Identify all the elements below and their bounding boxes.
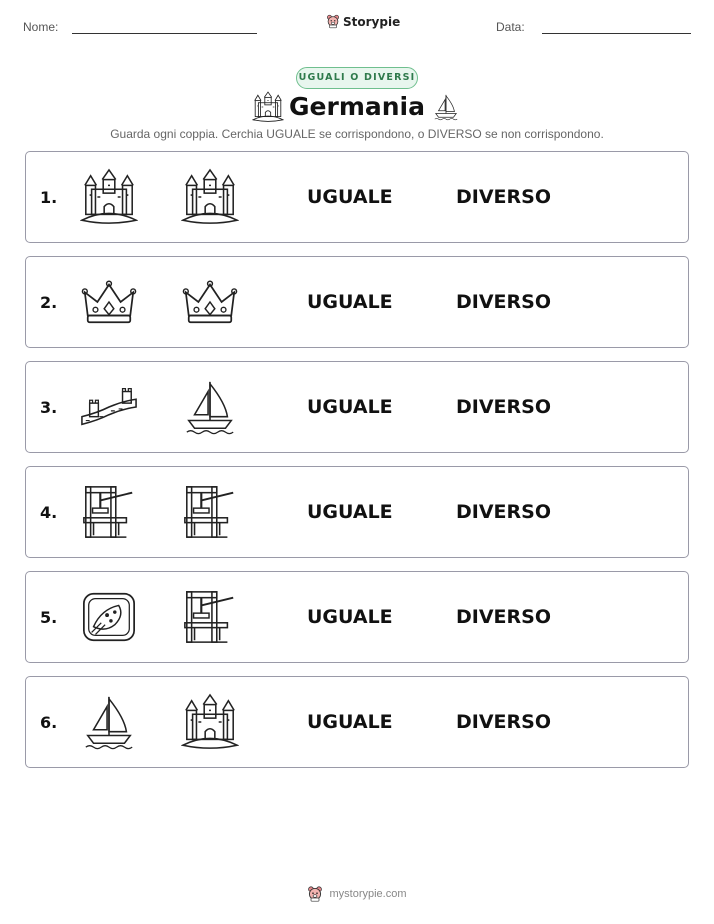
name-field[interactable] [72,33,257,34]
printing-press-icon [80,483,138,541]
page-title: Germania [289,92,425,121]
question-number: 4. [40,503,58,522]
question-row-1 [25,151,689,243]
date-label: Data: [496,20,525,34]
storypie-bear-icon [307,885,323,903]
option-different[interactable]: DIVERSO [456,711,551,733]
sailboat-icon [181,378,239,436]
option-same[interactable]: UGUALE [307,291,393,313]
name-label: Nome: [23,20,59,34]
castle-icon [181,168,239,226]
question-number: 6. [40,713,58,732]
crown-icon [80,273,138,331]
sailboat-icon [80,693,138,751]
printing-press-icon [181,588,239,646]
crown-icon [181,273,239,331]
question-number: 3. [40,398,58,417]
brand-name: Storypie [343,14,401,29]
question-row-4 [25,466,689,558]
question-number: 5. [40,608,58,627]
worksheet-type-badge: UGUALI O DIVERSI [296,67,418,89]
storypie-bear-icon [326,13,340,30]
question-row-6 [25,676,689,768]
footer [0,885,714,903]
question-number: 2. [40,293,58,312]
sailboat-icon [432,92,460,122]
question-row-2 [25,256,689,348]
option-same[interactable]: UGUALE [307,711,393,733]
question-number: 1. [40,188,58,207]
castle-icon [80,168,138,226]
castle-icon [181,693,239,751]
option-different[interactable]: DIVERSO [456,291,551,313]
brand-logo [326,13,400,30]
date-field[interactable] [542,33,691,34]
question-row-3 [25,361,689,453]
option-same[interactable]: UGUALE [307,186,393,208]
instructions: Guarda ogni coppia. Cerchia UGUALE se corrispondono, o DIVERSO se non corrispondono. [110,127,604,141]
pretzel-tile-icon [80,588,138,646]
footer-url[interactable]: mystorypie.com [329,888,407,900]
option-same[interactable]: UGUALE [307,501,393,523]
printing-press-icon [181,483,239,541]
option-same[interactable]: UGUALE [307,396,393,418]
option-different[interactable]: DIVERSO [456,186,551,208]
city-wall-icon [80,378,138,436]
option-same[interactable]: UGUALE [307,606,393,628]
option-different[interactable]: DIVERSO [456,396,551,418]
option-different[interactable]: DIVERSO [456,501,551,523]
question-row-5 [25,571,689,663]
option-different[interactable]: DIVERSO [456,606,551,628]
